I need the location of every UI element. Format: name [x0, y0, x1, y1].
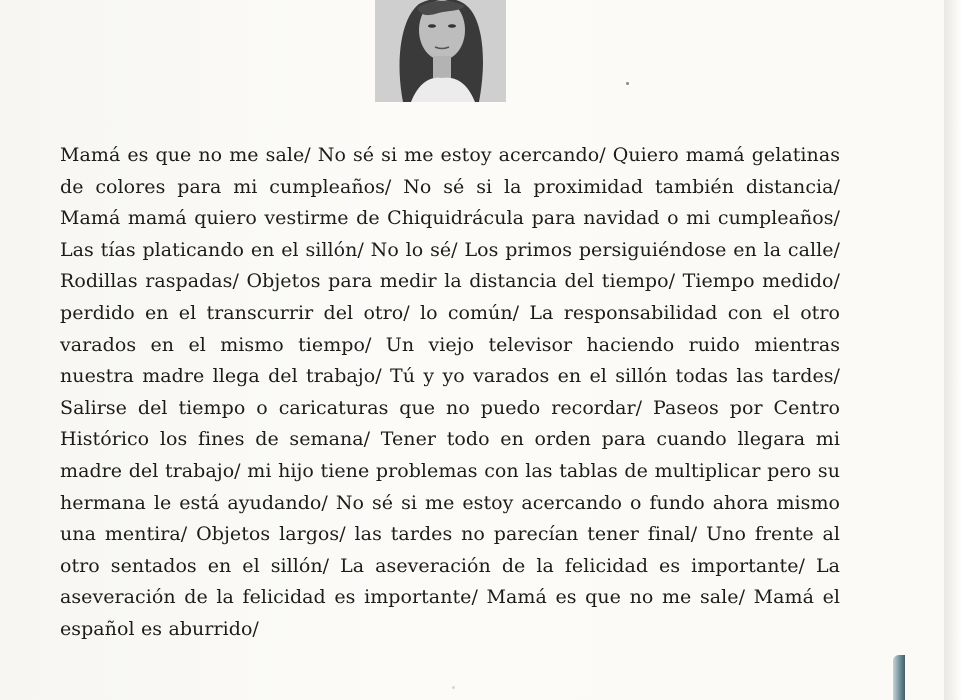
portrait-neck — [433, 56, 451, 78]
portrait-image — [375, 0, 506, 102]
page-edge-shadow — [944, 0, 962, 700]
portrait-eye-left — [428, 24, 436, 28]
scan-speck — [626, 82, 629, 85]
poem-body-text: Mamá es que no me sale/ No sé si me estoy acercando/ Quiero mamá gelatinas de colores para mi cumpleaños/ No sé si la proximidad también distancia/ Mamá mamá quiero vestirme de Chiquidrácula para navidad o mi cumpleaños/ Las tías platicando en el sillón/ No lo sé/ Los primos persiguiéndose en la calle/ Rodillas raspadas/ Objetos para medir la distancia del tiempo/ Tiempo medido/ perdido en el transcurrir del otro/ lo común/ La responsabilidad con el otro varados en el mismo tiempo/ Un viejo televisor haciendo ruido mientras nuestra madre llega del trabajo/ Tú y yo varados en el sillón todas las tardes/ Salirse del tiempo o caricaturas que no puedo recordar/ Paseos por Centro Histórico los fines de semana/ Tener todo en orden para cuando llegara mi madre del trabajo/ mi hijo tiene problemas con las tablas de multiplicar pero su hermana le está ayudando/ No sé si me estoy acercando o fundo ahora mismo una mentira/ Objetos largos/ las tardes no parecían tener final/ Uno frente al otro sentados en el sillón/ La aseveración de la felicidad es importante/ La aseveración de la felicidad es importante/ Mamá es que no me sale/ Mamá el español es aburrido/ — [60, 144, 840, 640]
page-corner-shadow — [893, 655, 905, 700]
author-portrait-photo — [375, 0, 506, 102]
portrait-eye-right — [448, 24, 456, 28]
scan-dot — [452, 686, 455, 689]
